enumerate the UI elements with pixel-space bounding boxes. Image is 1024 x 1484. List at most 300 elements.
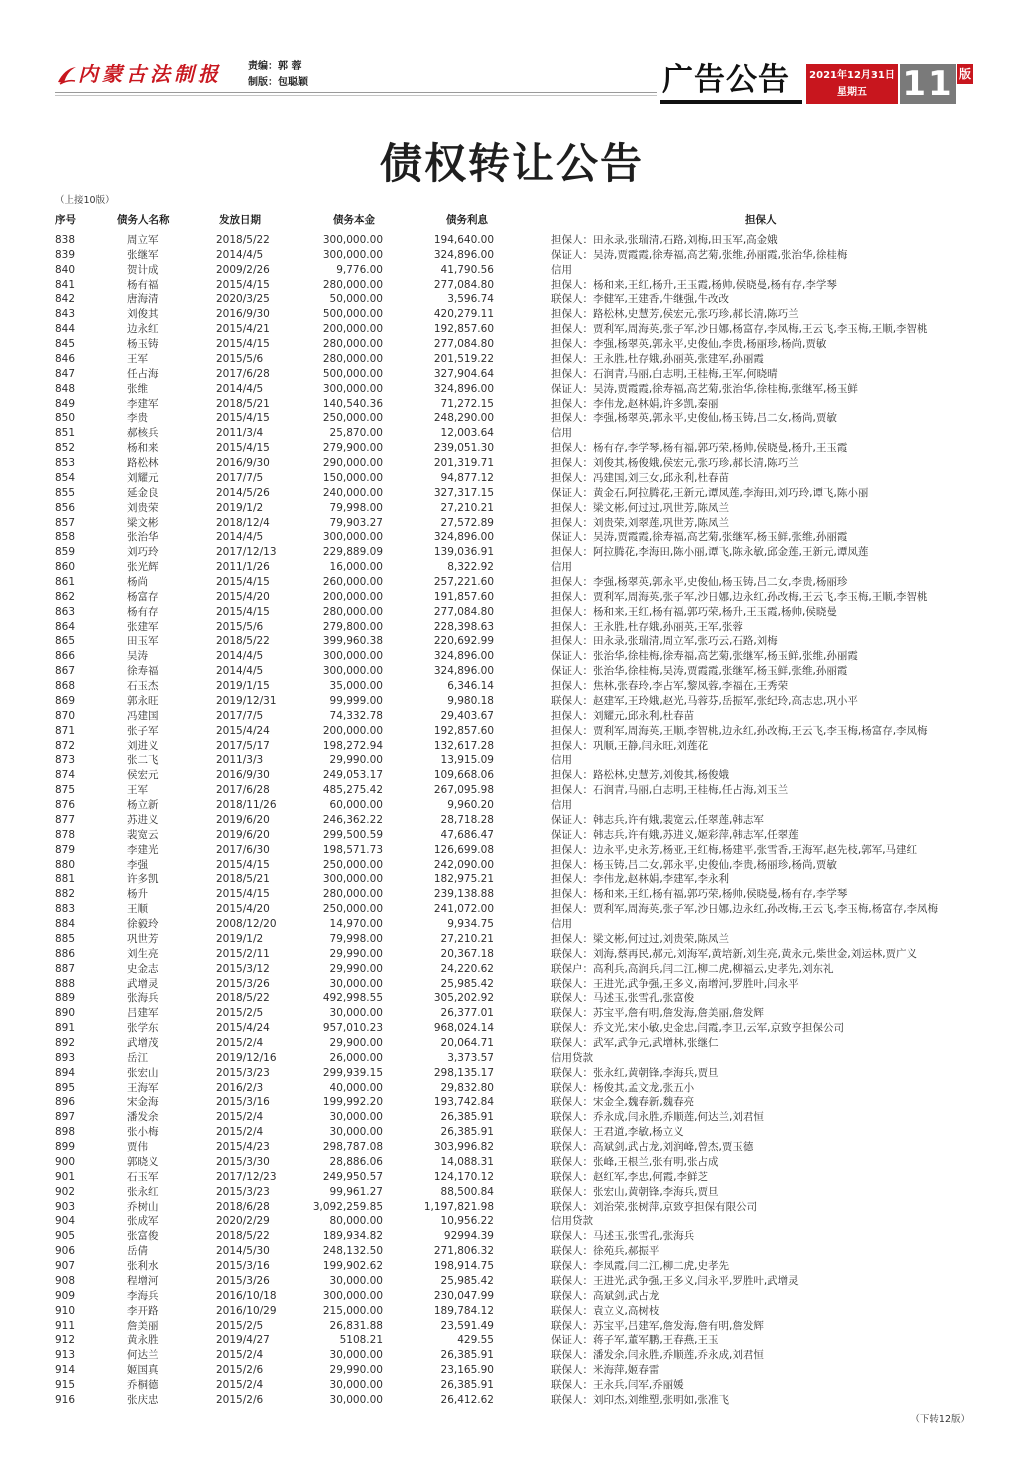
guarantor-list: 联保人：张宏山,黄朝锋,李海兵,贾旦	[551, 1185, 719, 1198]
interest-amount: 28,718.28	[440, 813, 494, 826]
issue-date-cell: 2014/4/5	[216, 650, 264, 663]
interest-amount: 324,896.00	[433, 531, 494, 544]
interest-amount: 132,617.28	[433, 739, 494, 752]
guarantor-list: 联保人：张峰,王根兰,张有明,张占成	[551, 1155, 719, 1168]
debtor-name: 杨有福	[127, 278, 159, 291]
issue-date-cell: 2018/5/22	[216, 234, 270, 246]
interest-amount: 220,692.99	[433, 635, 494, 648]
table-row	[0, 1214, 1024, 1229]
issue-date-cell: 2017/12/13	[216, 546, 277, 559]
guarantor-list: 担保人：路松林,史慧芳,刘俊其,杨俊娥	[551, 769, 730, 782]
issue-date-cell: 2015/2/4	[216, 1349, 264, 1362]
debtor-name: 程增河	[127, 1274, 159, 1287]
principal-amount: 198,571.73	[322, 843, 383, 856]
interest-amount: 228,398.63	[433, 620, 494, 633]
row-number: 858	[55, 531, 76, 544]
principal-amount: 30,000.00	[329, 1126, 383, 1139]
principal-amount: 30,000.00	[329, 977, 383, 990]
interest-amount: 189,784.12	[433, 1304, 494, 1317]
issue-date-cell: 2016/9/30	[216, 769, 270, 782]
issue-date-cell: 2014/4/5	[216, 248, 264, 261]
issue-date-cell: 2019/6/20	[216, 828, 270, 841]
debtor-name: 杨尚	[127, 576, 148, 588]
guarantor-list: 担保人：冯建国,刘三女,邱永利,杜春苗	[551, 471, 730, 484]
debtor-name: 侯宏元	[127, 769, 159, 782]
interest-amount: 29,832.80	[440, 1081, 494, 1094]
debtor-name: 刘俊其	[127, 308, 159, 321]
interest-amount: 29,403.67	[440, 709, 494, 722]
issue-date-cell: 2015/4/24	[216, 1022, 270, 1035]
guarantor-list: 联保人：马述玉,张雪孔,张海兵	[551, 1230, 695, 1243]
row-number: 879	[55, 843, 76, 856]
debtor-name: 唐海清	[127, 293, 159, 306]
guarantor-list: 担保人：杨和来,王红,杨有福,郭巧荣,杨帅,侯晓曼,杨有存,李学琴	[551, 888, 848, 901]
table-row	[0, 664, 1024, 679]
issue-date-cell: 2015/4/15	[216, 888, 270, 901]
row-number: 845	[55, 338, 76, 351]
debtor-name: 李建军	[127, 397, 159, 410]
table-row	[0, 1378, 1024, 1393]
issue-date-cell: 2016/10/18	[216, 1289, 277, 1302]
table-row	[0, 530, 1024, 545]
debtor-name: 杨和来	[127, 442, 159, 455]
table-row	[0, 560, 1024, 575]
row-number: 850	[55, 412, 76, 425]
guarantor-list: 保证人：蒋子军,董军鹏,王春燕,王玉	[551, 1334, 719, 1347]
principal-amount: 3,092,259.85	[312, 1200, 383, 1213]
table-row	[0, 947, 1024, 962]
debtor-name: 张建军	[127, 620, 159, 633]
row-number: 875	[55, 784, 76, 797]
issue-date: 2021年12月31日	[809, 70, 895, 81]
row-number: 841	[55, 278, 76, 291]
principal-amount: 229,889.09	[322, 546, 383, 559]
row-number: 916	[55, 1393, 76, 1406]
debtor-name: 石玉杰	[127, 680, 159, 693]
debtor-name: 张治华	[127, 531, 159, 544]
table-row	[0, 352, 1024, 367]
row-number: 848	[55, 382, 76, 395]
row-number: 882	[55, 888, 76, 901]
interest-amount: 267,095.98	[433, 784, 494, 797]
page-title: 债权转让公告	[379, 139, 644, 188]
row-number: 853	[55, 457, 76, 470]
interest-amount: 327,904.64	[433, 367, 494, 380]
principal-amount: 492,998.55	[322, 992, 383, 1005]
debtor-name: 张庆忠	[127, 1393, 159, 1406]
issue-date-cell: 2015/4/20	[216, 590, 270, 603]
row-number: 900	[55, 1155, 76, 1168]
interest-amount: 248,290.00	[433, 412, 494, 425]
debtor-name: 王军	[127, 784, 148, 797]
table-row	[0, 411, 1024, 426]
guarantor-list: 联保人：武军,武争元,武增林,张继仁	[551, 1036, 719, 1049]
row-number: 847	[55, 367, 76, 380]
debtor-name: 何达兰	[127, 1349, 159, 1362]
debtor-name: 史金志	[127, 962, 159, 975]
table-row	[0, 307, 1024, 322]
table-row	[0, 471, 1024, 486]
principal-amount: 25,870.00	[329, 427, 383, 440]
debtor-name: 乔树山	[127, 1200, 159, 1213]
interest-amount: 23,591.49	[440, 1319, 494, 1332]
debtor-name: 许多凯	[127, 873, 159, 886]
table-row	[0, 902, 1024, 917]
guarantor-list: 担保人：王永胜,杜存娥,孙丽英,王军,张蓉	[551, 620, 743, 633]
issue-date-cell: 2014/4/5	[216, 531, 264, 544]
debtor-name: 边永红	[127, 323, 159, 336]
row-number: 889	[55, 992, 76, 1005]
interest-amount: 420,279.11	[433, 308, 494, 321]
debtor-name: 岳江	[127, 1051, 148, 1064]
guarantor-list: 联保人：乔文光,宋小敏,史金忠,闫霞,李卫,云军,京致亨担保公司	[551, 1022, 845, 1035]
row-number: 852	[55, 442, 76, 455]
row-number: 884	[55, 918, 76, 931]
row-number: 906	[55, 1245, 76, 1258]
table-row	[0, 1393, 1024, 1408]
principal-amount: 300,000.00	[322, 382, 383, 395]
debtor-name: 路松林	[127, 457, 159, 470]
guarantor-list: 联保人：乔永成,闫永胜,乔顺莲,何达兰,刘君恒	[551, 1111, 764, 1124]
table-row	[0, 1229, 1024, 1244]
guarantor-list: 联保户：高利兵,高润兵,闫二江,柳二虎,柳福云,史孝先,刘东礼	[551, 962, 834, 975]
editor-credit: 责编：郭 蓉	[248, 61, 302, 72]
guarantor-list: 担保人：李强,杨翠英,郭永平,史俊仙,杨玉铸,吕二女,李贵,杨丽珍	[551, 576, 848, 588]
debtor-name: 王海军	[127, 1081, 159, 1094]
table-row	[0, 1185, 1024, 1200]
guarantor-list: 保证人：韩志兵,许有娥,裴宽云,任翠莲,韩志军	[551, 813, 764, 826]
principal-amount: 14,970.00	[329, 918, 383, 931]
table-row	[0, 1125, 1024, 1140]
table-row	[0, 962, 1024, 977]
debtor-name: 徐寿福	[127, 665, 159, 678]
issue-date-cell: 2015/3/23	[216, 1185, 270, 1198]
interest-amount: 24,220.62	[440, 962, 494, 975]
guarantor-list: 联保人：王进光,武争强,王多义,闫永平,罗胜叶,武增灵	[551, 1274, 799, 1287]
guarantor-list: 担保人：贾利军,周海英,张子军,沙日娜,杨富存,李凤梅,王云飞,李玉梅,王顺,李智桃	[551, 323, 928, 336]
debtor-name: 苏进义	[127, 813, 159, 826]
interest-amount: 192,857.60	[433, 724, 494, 737]
row-number: 861	[55, 576, 76, 588]
guarantor-list: 担保人：贾利军,周海英,张子军,沙日娜,边永红,孙改梅,王云飞,李玉梅,杨富存,李凤梅	[551, 903, 939, 916]
guarantor-list: 担保人：边永平,史永芳,杨亚,王红梅,杨建平,张雪香,王海军,赵先枝,郭军,马建红	[551, 843, 918, 856]
table-row	[0, 263, 1024, 278]
issue-date-cell: 2015/3/23	[216, 1066, 270, 1079]
row-number: 902	[55, 1185, 76, 1198]
interest-amount: 23,165.90	[440, 1364, 494, 1377]
issue-date-cell: 2018/5/22	[216, 1230, 270, 1243]
table-row	[0, 516, 1024, 531]
issue-date-cell: 2015/3/26	[216, 977, 270, 990]
row-number: 859	[55, 546, 76, 559]
issue-date-cell: 2020/2/29	[216, 1215, 270, 1228]
interest-amount: 192,857.60	[433, 323, 494, 336]
row-number: 880	[55, 858, 76, 871]
issue-date-cell: 2015/2/4	[216, 1111, 264, 1124]
issue-date-cell: 2015/3/16	[216, 1096, 270, 1109]
guarantor-list: 信用	[551, 427, 572, 440]
issue-date-cell: 2015/2/4	[216, 1126, 264, 1139]
row-number: 839	[55, 248, 76, 261]
table-row	[0, 1036, 1024, 1051]
row-number: 892	[55, 1036, 76, 1049]
issue-date-cell: 2016/9/30	[216, 457, 270, 470]
principal-amount: 248,132.50	[322, 1245, 383, 1258]
row-number: 905	[55, 1230, 76, 1243]
row-number: 893	[55, 1051, 76, 1064]
interest-amount: 968,024.14	[433, 1022, 494, 1035]
debtor-name: 张富俊	[127, 1230, 159, 1243]
table-row	[0, 248, 1024, 263]
table-row	[0, 887, 1024, 902]
column-header-date: 发放日期	[219, 214, 261, 226]
table-row	[0, 337, 1024, 352]
principal-amount: 260,000.00	[322, 576, 383, 588]
guarantor-list: 联保人：刘海,蔡再民,郝元,刘海军,黄培新,刘生亮,黄永元,柴世金,刘运林,贾广义	[551, 947, 918, 960]
issue-date-cell: 2015/4/15	[216, 576, 270, 588]
table-row	[0, 1051, 1024, 1066]
debtor-name: 田玉军	[127, 635, 159, 648]
logo-swoosh-icon	[56, 64, 78, 86]
row-number: 857	[55, 516, 76, 529]
principal-amount: 26,000.00	[329, 1051, 383, 1064]
row-number: 912	[55, 1334, 76, 1347]
principal-amount: 99,999.00	[329, 694, 383, 707]
guarantor-list: 联保人：苏宝平,吕建军,詹发海,詹有明,詹发辉	[551, 1319, 764, 1332]
interest-amount: 191,857.60	[433, 590, 494, 603]
row-number: 870	[55, 709, 76, 722]
table-row	[0, 739, 1024, 754]
table-row	[0, 932, 1024, 947]
guarantor-list: 保证人：吴涛,贾霞霞,徐寿福,高艺菊,张治华,徐桂梅,张继军,杨玉鲜	[551, 382, 858, 395]
row-number: 849	[55, 397, 76, 410]
principal-amount: 280,000.00	[322, 278, 383, 291]
interest-amount: 271,806.32	[433, 1245, 494, 1258]
table-row	[0, 1363, 1024, 1378]
table-row	[0, 872, 1024, 887]
row-number: 838	[55, 234, 76, 246]
debtor-name: 张继军	[127, 248, 159, 261]
issue-date-cell: 2019/4/27	[216, 1334, 270, 1347]
guarantor-list: 联保人：王永兵,闫军,乔丽媛	[551, 1378, 684, 1391]
guarantor-list: 担保人：焦林,张春玲,李占军,黎凤蓉,李福在,王秀荣	[551, 680, 789, 693]
interest-amount: 26,385.91	[440, 1378, 494, 1391]
interest-amount: 126,699.08	[433, 843, 494, 856]
table-row	[0, 456, 1024, 471]
debtor-name: 宋金海	[127, 1096, 159, 1109]
page-number: 11	[900, 64, 956, 104]
principal-amount: 79,998.00	[329, 501, 383, 514]
interest-amount: 12,003.64	[440, 427, 494, 440]
interest-amount: 27,210.21	[440, 501, 494, 514]
issue-date-cell: 2018/12/4	[216, 516, 270, 529]
row-number: 840	[55, 263, 76, 276]
issue-date-cell: 2015/2/6	[216, 1364, 264, 1377]
row-number: 907	[55, 1260, 76, 1273]
principal-amount: 30,000.00	[329, 1393, 383, 1406]
row-number: 914	[55, 1364, 76, 1377]
debtor-name: 裴宽云	[127, 828, 159, 841]
row-number: 866	[55, 650, 76, 663]
table-row	[0, 1304, 1024, 1319]
issue-date-cell: 2018/5/22	[216, 635, 270, 648]
table-row	[0, 1155, 1024, 1170]
debtor-name: 徐毅玲	[127, 918, 159, 931]
table-row	[0, 828, 1024, 843]
debtor-name: 张光辉	[127, 561, 159, 574]
issue-date-cell: 2017/6/30	[216, 843, 270, 856]
row-number: 877	[55, 813, 76, 826]
issue-date-cell: 2018/5/21	[216, 873, 270, 886]
issue-date-cell: 2015/4/15	[216, 412, 270, 425]
row-number: 908	[55, 1274, 76, 1287]
section-underline	[660, 100, 802, 104]
row-number: 855	[55, 486, 76, 499]
issue-date-cell: 2019/1/2	[216, 501, 264, 514]
issue-date-cell: 2015/3/16	[216, 1260, 270, 1273]
interest-amount: 193,742.84	[433, 1096, 494, 1109]
continued-from-note: （上接10版）	[55, 195, 115, 206]
interest-amount: 14,088.31	[440, 1155, 494, 1168]
issue-date-cell: 2011/1/26	[216, 561, 270, 574]
principal-amount: 300,000.00	[322, 873, 383, 886]
principal-amount: 250,000.00	[322, 903, 383, 916]
interest-amount: 92994.39	[443, 1230, 494, 1243]
interest-amount: 26,412.62	[440, 1393, 494, 1406]
principal-amount: 74,332.78	[329, 709, 383, 722]
issue-date-cell: 2015/4/15	[216, 858, 270, 871]
principal-amount: 26,831.88	[329, 1319, 383, 1332]
principal-amount: 500,000.00	[322, 308, 383, 321]
debtor-name: 杨富存	[127, 590, 159, 603]
interest-amount: 26,385.91	[440, 1126, 494, 1139]
principal-amount: 500,000.00	[322, 367, 383, 380]
issue-date-cell: 2014/4/5	[216, 382, 264, 395]
principal-amount: 280,000.00	[322, 888, 383, 901]
debtor-name: 黄永胜	[127, 1334, 159, 1347]
debtor-name: 巩世芳	[127, 932, 159, 945]
principal-amount: 30,000.00	[329, 1349, 383, 1362]
guarantor-list: 担保人：石润青,马丽,白志明,王桂梅,王军,何晓晴	[551, 367, 778, 380]
interest-amount: 88,500.84	[440, 1185, 494, 1198]
interest-amount: 201,319.71	[433, 457, 494, 470]
interest-amount: 198,914.75	[433, 1260, 494, 1273]
guarantor-list: 信用	[551, 754, 572, 767]
debtor-name: 张利水	[127, 1260, 159, 1273]
issue-date-cell: 2015/4/23	[216, 1141, 270, 1154]
guarantor-list: 信用贷款	[551, 1051, 593, 1064]
principal-amount: 79,998.00	[329, 932, 383, 945]
table-row	[0, 575, 1024, 590]
issue-date-cell: 2019/12/16	[216, 1051, 277, 1064]
column-header-principal: 债务本金	[333, 214, 375, 226]
interest-amount: 429.55	[457, 1334, 494, 1347]
issue-date-cell: 2015/3/26	[216, 1274, 270, 1287]
debtor-name: 武增茂	[127, 1036, 159, 1049]
debtor-name: 杨玉铸	[127, 338, 159, 351]
column-header-guarantor: 担保人	[745, 214, 777, 226]
principal-amount: 30,000.00	[329, 1378, 383, 1391]
guarantor-list: 保证人：张治华,徐桂梅,吴涛,贾霞霞,张继军,杨玉鲜,张维,孙丽霞	[551, 665, 848, 678]
principal-amount: 280,000.00	[322, 352, 383, 365]
table-row	[0, 292, 1024, 307]
debtor-name: 石玉军	[127, 1170, 159, 1183]
guarantor-list: 联保人：赵红军,李忠,何霞,李鲜芝	[551, 1170, 709, 1183]
principal-amount: 298,787.08	[322, 1141, 383, 1154]
table-row	[0, 605, 1024, 620]
interest-amount: 324,896.00	[433, 248, 494, 261]
debtor-name: 刘生亮	[127, 947, 159, 960]
table-row	[0, 1289, 1024, 1304]
row-number: 860	[55, 561, 76, 574]
table-row	[0, 1095, 1024, 1110]
principal-amount: 240,000.00	[322, 486, 383, 499]
issue-date-cell: 2018/6/28	[216, 1200, 270, 1213]
table-row	[0, 1274, 1024, 1289]
table-row	[0, 1006, 1024, 1021]
issue-date-cell: 2017/6/28	[216, 367, 270, 380]
issue-weekday: 星期五	[837, 87, 867, 98]
principal-amount: 280,000.00	[322, 338, 383, 351]
row-number: 883	[55, 903, 76, 916]
row-number: 899	[55, 1141, 76, 1154]
issue-date-cell: 2015/2/6	[216, 1393, 264, 1406]
guarantor-list: 担保人：杨有存,李学琴,杨有福,郭巧荣,杨帅,侯晓曼,杨升,王玉霞	[551, 442, 848, 455]
principal-amount: 29,990.00	[329, 1364, 383, 1377]
table-row	[0, 768, 1024, 783]
principal-amount: 485,275.42	[322, 784, 383, 797]
guarantor-list: 信用贷款	[551, 1215, 593, 1228]
debtor-name: 张成军	[127, 1215, 159, 1228]
issue-date-cell: 2015/4/15	[216, 278, 270, 291]
interest-amount: 277,084.80	[433, 605, 494, 618]
row-number: 878	[55, 828, 76, 841]
table-row	[0, 397, 1024, 412]
issue-date-cell: 2015/4/15	[216, 605, 270, 618]
table-row	[0, 783, 1024, 798]
issue-date-cell: 2018/5/21	[216, 397, 270, 410]
column-header-debtor: 债务人名称	[117, 214, 170, 226]
issue-date-cell: 2016/2/3	[216, 1081, 264, 1094]
guarantor-list: 联保人：李凤霞,闫二江,柳二虎,史孝先	[551, 1260, 730, 1273]
interest-amount: 182,975.21	[433, 873, 494, 886]
table-row	[0, 634, 1024, 649]
principal-amount: 279,900.00	[322, 442, 383, 455]
interest-amount: 109,668.06	[433, 769, 494, 782]
debtor-name: 李强	[127, 858, 148, 871]
debtor-name: 李贵	[127, 412, 148, 425]
debtor-name: 郝核兵	[127, 427, 159, 440]
row-number: 844	[55, 323, 76, 336]
guarantor-list: 信用	[551, 263, 572, 276]
table-row	[0, 1348, 1024, 1363]
logo-text: 内蒙古法制报	[78, 62, 222, 86]
issue-date-cell: 2015/2/11	[216, 947, 270, 960]
issue-date-cell: 2015/4/15	[216, 442, 270, 455]
row-number: 843	[55, 308, 76, 321]
table-row	[0, 991, 1024, 1006]
table-row	[0, 620, 1024, 635]
debtor-name: 刘耀元	[127, 471, 159, 484]
interest-amount: 6,346.14	[447, 680, 494, 693]
table-row	[0, 694, 1024, 709]
guarantor-list: 联保人：李健军,王建香,牛继强,牛改改	[551, 293, 730, 306]
guarantor-list: 担保人：杨玉铸,吕二女,郭永平,史俊仙,李贵,杨丽珍,杨尚,贾敏	[551, 858, 837, 871]
principal-amount: 300,000.00	[322, 531, 383, 544]
table-row	[0, 843, 1024, 858]
debtor-name: 刘进义	[127, 739, 159, 752]
interest-amount: 25,985.42	[440, 977, 494, 990]
